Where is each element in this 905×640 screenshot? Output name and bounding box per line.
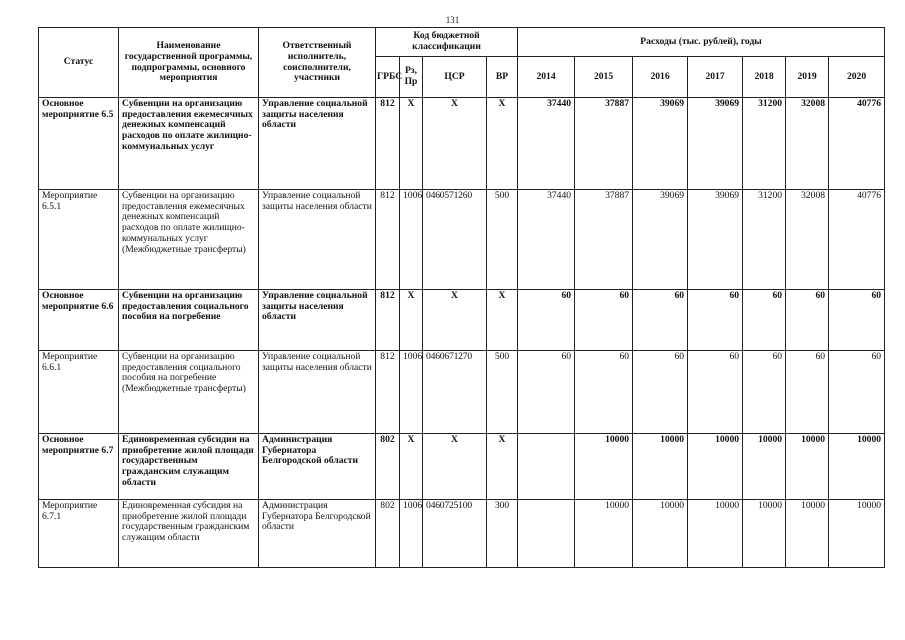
- cell-status: Мероприятие 6.6.1: [39, 351, 119, 434]
- cell-2018: 60: [743, 351, 786, 434]
- header-vr: ВР: [487, 57, 518, 98]
- table-header: [39, 28, 885, 98]
- header-grbs: ГРБС: [376, 57, 400, 98]
- cell-rz-pr: 1006: [400, 190, 423, 290]
- cell-vr: 300: [487, 500, 518, 568]
- cell-2017: 39069: [688, 190, 743, 290]
- cell-2015: 10000: [575, 500, 633, 568]
- table-row: [39, 434, 885, 500]
- table-row: [39, 98, 885, 190]
- cell-status: Основное мероприятие 6.5: [39, 98, 119, 190]
- header-budget-code: Код бюджетной классификации: [376, 28, 518, 57]
- cell-csr: X: [423, 290, 487, 351]
- cell-2014: [518, 500, 575, 568]
- cell-status: Основное мероприятие 6.7: [39, 434, 119, 500]
- cell-responsible: Управление социальной защиты населения области: [259, 290, 376, 351]
- header-year-2014: 2014: [518, 57, 575, 98]
- cell-name: Субвенции на организацию предоставления социального пособия на погребение (Межбюджетные трансферты): [119, 351, 259, 434]
- cell-responsible: Управление социальной защиты населения области: [259, 98, 376, 190]
- cell-2020: 10000: [829, 500, 885, 568]
- cell-grbs: 802: [376, 434, 400, 500]
- cell-responsible: Администрация Губернатора Белгородской области: [259, 434, 376, 500]
- cell-name: Субвенции на организацию предоставления ежемесячных денежных компенсаций расходов по оплате жилищно-коммунальных услуг: [119, 98, 259, 190]
- cell-name: Субвенции на организацию предоставления социального пособия на погребение: [119, 290, 259, 351]
- cell-2014: 60: [518, 351, 575, 434]
- cell-2018: 10000: [743, 434, 786, 500]
- header-rz-pr: Рз, Пр: [400, 57, 423, 98]
- cell-2018: 31200: [743, 190, 786, 290]
- cell-2015: 10000: [575, 434, 633, 500]
- header-status: Статус: [39, 28, 119, 98]
- cell-2016: 39069: [633, 98, 688, 190]
- cell-2016: 10000: [633, 434, 688, 500]
- cell-2018: 31200: [743, 98, 786, 190]
- cell-2017: 10000: [688, 500, 743, 568]
- cell-csr: X: [423, 434, 487, 500]
- cell-responsible: Управление социальной защиты населения области: [259, 351, 376, 434]
- cell-name: Единовременная субсидия на приобретение жилой площади государственным гражданским служащим области: [119, 500, 259, 568]
- cell-responsible: Администрация Губернатора Белгородской области: [259, 500, 376, 568]
- cell-csr: X: [423, 98, 487, 190]
- page-number: 131: [445, 15, 460, 25]
- table-body: [39, 98, 885, 568]
- header-year-2015: 2015: [575, 57, 633, 98]
- cell-status: Основное мероприятие 6.6: [39, 290, 119, 351]
- cell-2020: 40776: [829, 98, 885, 190]
- cell-2014: [518, 434, 575, 500]
- header-year-2016: 2016: [633, 57, 688, 98]
- cell-status: Мероприятие 6.7.1: [39, 500, 119, 568]
- header-year-2017: 2017: [688, 57, 743, 98]
- cell-2018: 60: [743, 290, 786, 351]
- cell-2015: 37887: [575, 98, 633, 190]
- header-csr: ЦСР: [423, 57, 487, 98]
- cell-2017: 60: [688, 290, 743, 351]
- cell-2016: 60: [633, 290, 688, 351]
- cell-vr: 500: [487, 351, 518, 434]
- cell-grbs: 802: [376, 500, 400, 568]
- cell-2019: 60: [786, 290, 829, 351]
- cell-csr: 0460671270: [423, 351, 487, 434]
- cell-vr: X: [487, 98, 518, 190]
- budget-table: [38, 27, 885, 568]
- cell-csr: 0460725100: [423, 500, 487, 568]
- table-row: [39, 290, 885, 351]
- header-year-2019: 2019: [786, 57, 829, 98]
- cell-2014: 37440: [518, 190, 575, 290]
- cell-2019: 32008: [786, 190, 829, 290]
- cell-2019: 32008: [786, 98, 829, 190]
- cell-2020: 40776: [829, 190, 885, 290]
- cell-name: Единовременная субсидия на приобретение жилой площади государственным гражданским служащим области: [119, 434, 259, 500]
- cell-grbs: 812: [376, 290, 400, 351]
- cell-2018: 10000: [743, 500, 786, 568]
- header-program-name: Наименование государственной программы, подпрограммы, основного мероприятия: [119, 28, 259, 98]
- cell-2015: 37887: [575, 190, 633, 290]
- cell-2020: 10000: [829, 434, 885, 500]
- cell-2016: 60: [633, 351, 688, 434]
- cell-grbs: 812: [376, 351, 400, 434]
- header-expenses: Расходы (тыс. рублей), годы: [518, 28, 885, 57]
- cell-2020: 60: [829, 290, 885, 351]
- cell-vr: X: [487, 434, 518, 500]
- table-row: [39, 351, 885, 434]
- cell-2017: 10000: [688, 434, 743, 500]
- cell-2019: 60: [786, 351, 829, 434]
- cell-2015: 60: [575, 290, 633, 351]
- header-responsible: Ответственный исполнитель, соисполнители, участники: [259, 28, 376, 98]
- cell-2014: 37440: [518, 98, 575, 190]
- cell-2017: 39069: [688, 98, 743, 190]
- cell-vr: 500: [487, 190, 518, 290]
- cell-rz-pr: X: [400, 290, 423, 351]
- header-year-2020: 2020: [829, 57, 885, 98]
- cell-2017: 60: [688, 351, 743, 434]
- cell-name: Субвенции на организацию предоставления ежемесячных денежных компенсаций расходов по оплате жилищно-коммунальных услуг (Межбюджетные трансферты): [119, 190, 259, 290]
- cell-2016: 39069: [633, 190, 688, 290]
- cell-grbs: 812: [376, 98, 400, 190]
- cell-2019: 10000: [786, 434, 829, 500]
- cell-rz-pr: X: [400, 98, 423, 190]
- cell-2015: 60: [575, 351, 633, 434]
- cell-rz-pr: X: [400, 434, 423, 500]
- cell-vr: X: [487, 290, 518, 351]
- cell-responsible: Управление социальной защиты населения области: [259, 190, 376, 290]
- cell-2019: 10000: [786, 500, 829, 568]
- table-row: [39, 190, 885, 290]
- cell-2020: 60: [829, 351, 885, 434]
- cell-2016: 10000: [633, 500, 688, 568]
- table-row: [39, 500, 885, 568]
- cell-csr: 0460571260: [423, 190, 487, 290]
- cell-rz-pr: 1006: [400, 351, 423, 434]
- cell-rz-pr: 1006: [400, 500, 423, 568]
- cell-2014: 60: [518, 290, 575, 351]
- cell-grbs: 812: [376, 190, 400, 290]
- cell-status: Мероприятие 6.5.1: [39, 190, 119, 290]
- header-year-2018: 2018: [743, 57, 786, 98]
